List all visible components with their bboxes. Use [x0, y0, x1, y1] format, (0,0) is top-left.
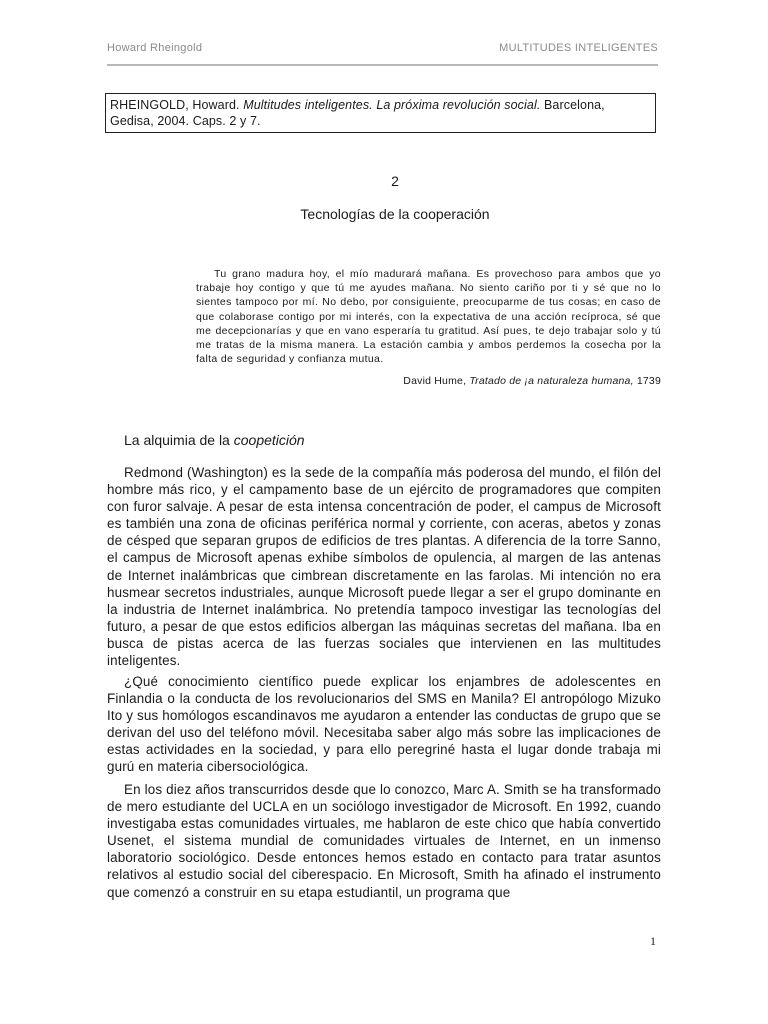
- header-book-title: MULTITUDES INTELIGENTES: [499, 42, 658, 54]
- chapter-title: Tecnologías de la cooperación: [300, 206, 490, 222]
- citation-author: RHEINGOLD, Howard.: [110, 98, 240, 112]
- epigraph-attribution: [196, 375, 661, 387]
- section-heading: [124, 432, 305, 448]
- section-heading-emphasis: coopetición: [233, 432, 305, 448]
- chapter-number: 2: [391, 173, 399, 189]
- epigraph-work: Tratado de ¡a naturaleza humana,: [469, 375, 634, 387]
- citation-title: Multitudes inteligentes. La próxima revolución social.: [243, 98, 541, 112]
- body-paragraph-1: Redmond (Washington) es la sede de la compañía más poderosa del mundo, el filón del hombre más rico, y el campamento base de un ejército de programadores que compiten con furor salvaje. A pesar de esta intensa concentración de poder, el campus de Microsoft es también una zona de oficinas periférica normal y corriente, con aceras, abetos y zonas de césped que separan grupos de edificios de tres plantas. A diferencia de la torre Sanno, el campus de Microsoft apenas exhibe símbolos de opulencia, al margen de las antenas de Internet inalámbricas que cimbrean discretamente en las farolas. Mi intención no era husmear secretos industriales, aunque Microsoft puede llegar a ser el grupo dominante en la industria de Internet inalámbrica. No pretendía tampoco investigar las tecnologías del futuro, a pesar de que estos edificios albergan las máquinas secretas del mañana. Iba en busca de pistas acerca de las fuerzas sociales que intervienen en las multitudes inteligentes.: [107, 465, 661, 669]
- epigraph-author: David Hume,: [403, 375, 467, 387]
- citation-publication: Barcelona, Gedisa, 2004. Caps. 2 y 7.: [110, 98, 605, 128]
- epigraph-quote: Tu grano madura hoy, el mío madurará mañana. Es provechoso para ambos que yo trabaje hoy contigo y que tú me ayudes mañana. No siento cariño por ti y sé que no lo sientes tampoco por mí. No debo, por consiguiente, preocuparme de tus cosas; en caso de que colaborase contigo por mi interés, con la expectativa de una acción recíproca, sé que me decepcionarías y que en vano esperaría tu gratitud. Así pues, te dejo trabajar solo y tú me tratas de la misma manera. La estación cambia y ambos perdemos la cosecha por la falta de seguridad y confianza mutua.: [196, 268, 661, 366]
- page-number: 1: [650, 934, 656, 948]
- body-paragraph-3: En los diez años transcurridos desde que lo conozco, Marc A. Smith se ha transformado de mero estudiante del UCLA en un sociólogo investigador de Microsoft. En 1992, cuando investigaba estas comunidades virtuales, me hablaron de este chico que había convertido Usenet, el sistema mundial de comunidades virtuales de Internet, en un inmenso laboratorio sociológico. Desde entonces hemos estado en contacto para tratar asuntos relativos al estudio social del ciberespacio. En Microsoft, Smith ha afinado el instrumento que comenzó a construir en su etapa estudiantil, un programa que: [107, 782, 661, 900]
- citation-box: [105, 93, 656, 133]
- header-divider: [107, 64, 658, 66]
- epigraph-year: 1739: [636, 375, 661, 387]
- running-header: [107, 42, 658, 62]
- section-heading-prefix: La alquimia de la: [124, 432, 230, 448]
- body-paragraph-2: ¿Qué conocimiento científico puede explicar los enjambres de adolescentes en Finlandia o la conducta de los revolucionarios del SMS en Manila? El antropólogo Mizuko Ito y sus homólogos escandinavos me ayudaron a entender las conductas de grupo que se derivan del uso del teléfono móvil. Necesitaba saber algo más sobre las implicaciones de estas actividades en la sociedad, y para ello peregriné hasta el lugar donde trabaja mi gurú en materia cibersociológica.: [107, 674, 661, 775]
- header-author: Howard Rheingold: [107, 42, 203, 54]
